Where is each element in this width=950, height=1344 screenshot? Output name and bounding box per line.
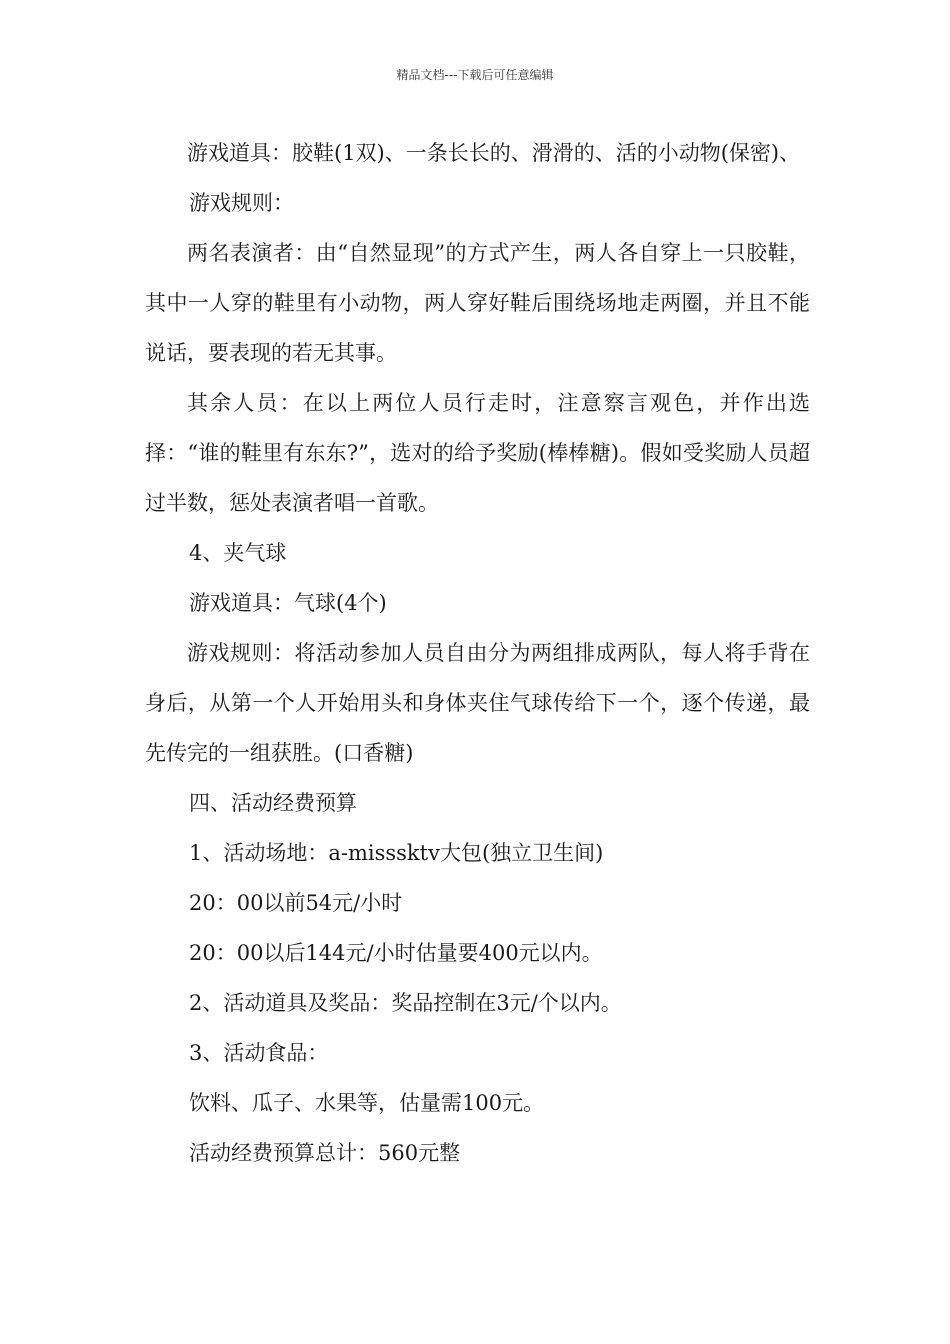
document-body (145, 128, 810, 1178)
paragraph-performers: 两名表演者：由“自然显现”的方式产生，两人各自穿上一只胶鞋，其中一人穿的鞋里有小动物，两人穿好鞋后围绕场地走两圈，并且不能说话，要表现的若无其事。 (145, 241, 810, 365)
paragraph-price-after: 20：00以后144元/小时估量要400元以内。 (189, 941, 603, 965)
paragraph-balloon-rules: 游戏规则：将活动参加人员自由分为两组排成两队，每人将手背在身后，从第一个人开始用头和身体夹住气球传给下一个，逐个传递，最先传完的一组获胜。(口香糖) (145, 641, 810, 765)
paragraph-budget-heading: 四、活动经费预算 (189, 791, 357, 815)
paragraph-venue: 1、活动场地：a-misssktv大包(独立卫生间) (189, 841, 604, 865)
paragraph-price-before: 20：00以前54元/小时 (189, 891, 403, 915)
paragraph-game-props: 游戏道具：胶鞋(1双)、一条长长的、滑滑的、活的小动物(保密)、 (187, 141, 801, 165)
paragraph-game-rules-heading: 游戏规则： (189, 191, 294, 215)
paragraph-others: 其余人员：在以上两位人员行走时，注意察言观色，并作出选择：“谁的鞋里有东东?”，选对的给予奖励(棒棒糖)。假如受奖励人员超过半数，惩处表演者唱一首歌。 (145, 391, 810, 515)
page-header: 精品文档---下载后可任意编辑 (396, 68, 554, 82)
paragraph-food-heading: 3、活动食品： (189, 1041, 329, 1065)
paragraph-balloon-props: 游戏道具：气球(4个) (189, 591, 387, 615)
paragraph-food: 饮料、瓜子、水果等，估量需100元。 (189, 1091, 545, 1115)
paragraph-balloon-heading: 4、夹气球 (189, 541, 287, 565)
paragraph-budget-total: 活动经费预算总计：560元整 (189, 1141, 461, 1165)
paragraph-prizes: 2、活动道具及奖品：奖品控制在3元/个以内。 (189, 991, 622, 1015)
